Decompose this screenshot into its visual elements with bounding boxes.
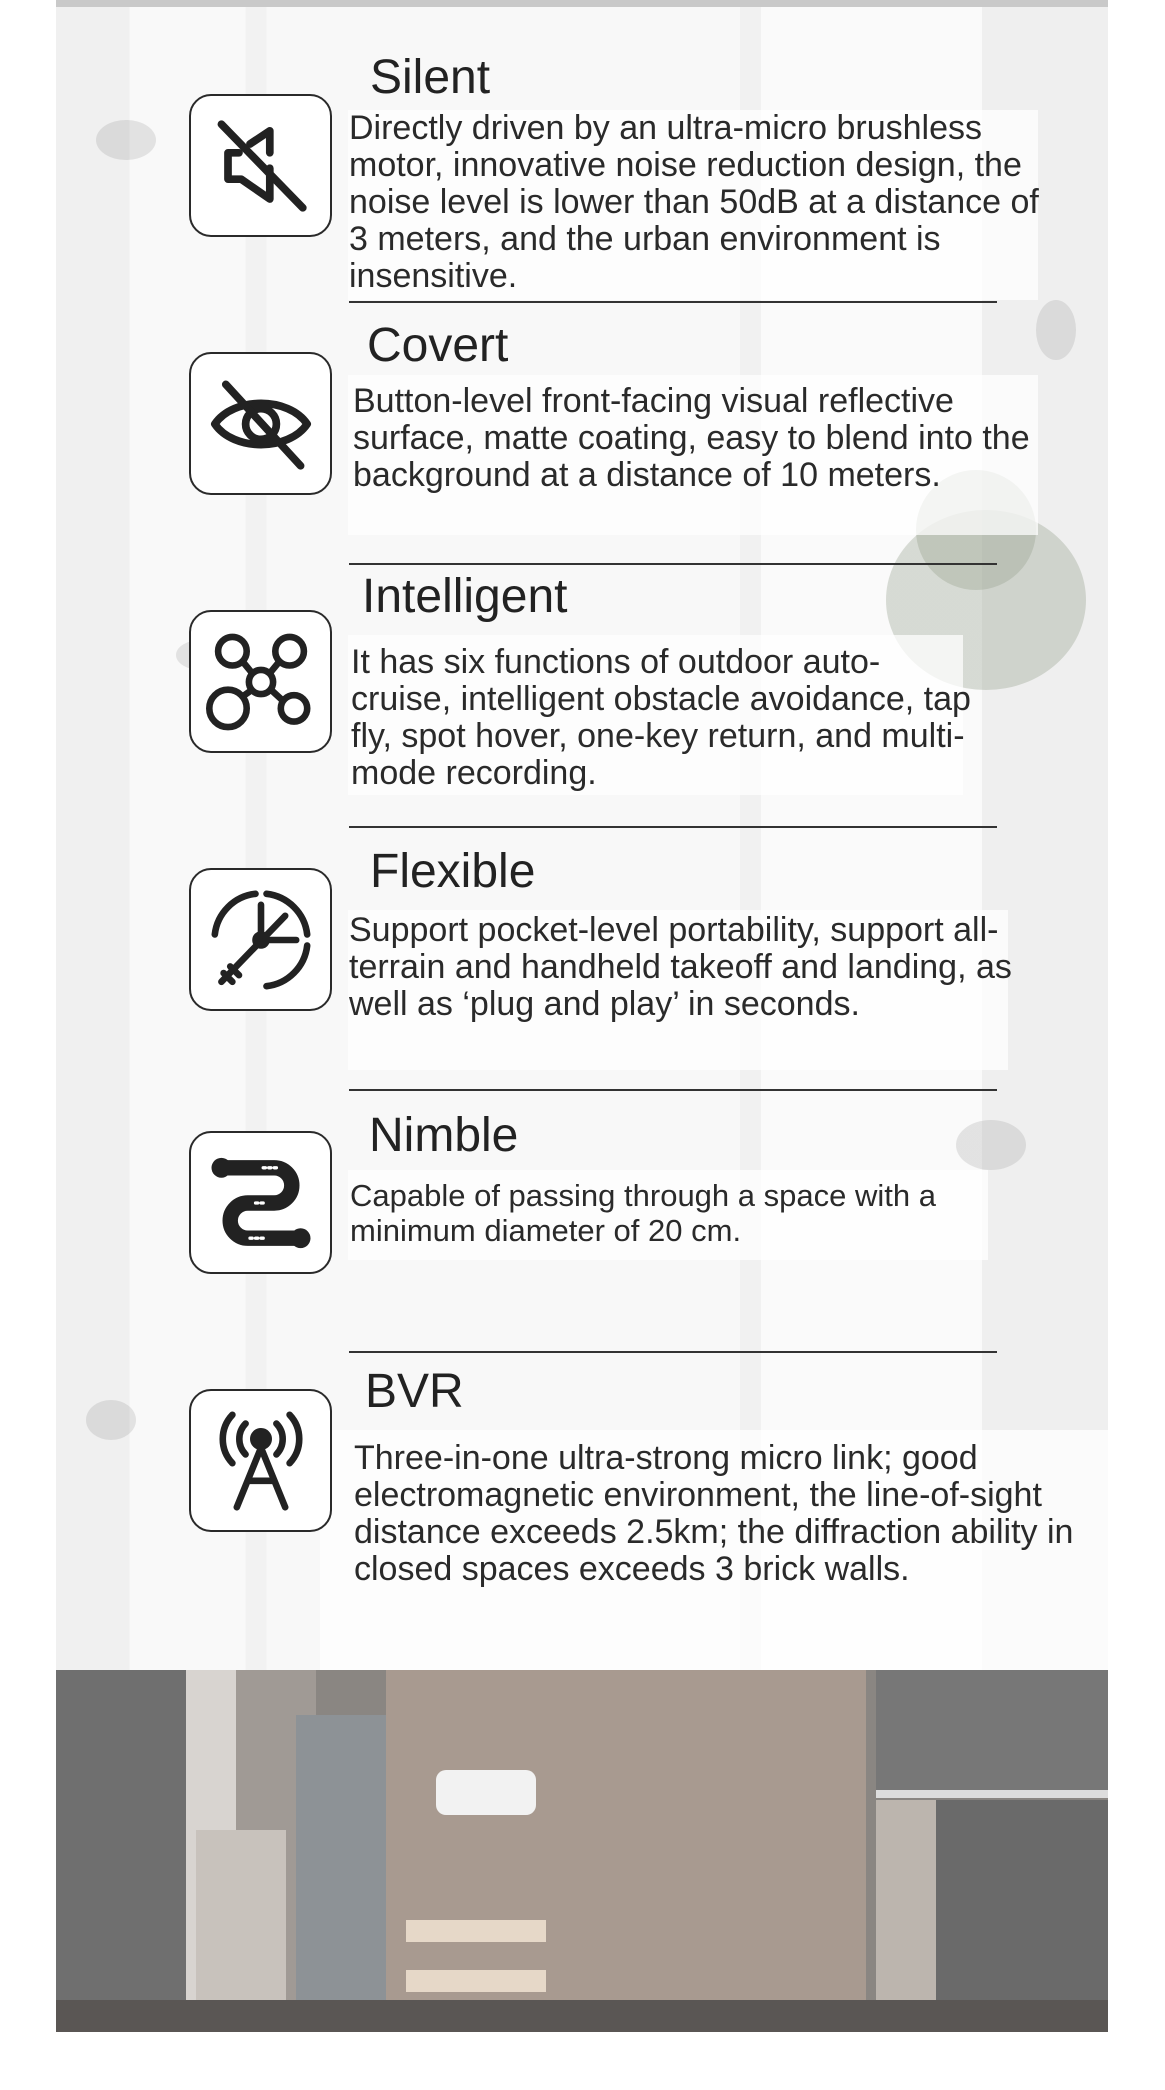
- feature-description: Button-level front-facing visual reflective surface, matte coating, easy to blend into the background at a distance of 10 meters.: [353, 382, 1030, 494]
- divider: [349, 826, 997, 828]
- feature-description: It has six functions of outdoor auto-cruise, intelligent obstacle avoidance, tap fly, spot hover, one-key return, and multi-mode recording.: [351, 643, 971, 792]
- divider: [349, 301, 997, 303]
- feature-title: Covert: [367, 319, 509, 372]
- divider: [349, 1089, 997, 1091]
- winding-path-icon: [189, 1131, 332, 1274]
- feature-title: BVR: [365, 1365, 464, 1418]
- feature-title: Flexible: [370, 845, 536, 898]
- divider: [349, 563, 997, 565]
- signal-tower-icon: [189, 1389, 332, 1532]
- eye-slash-icon: [189, 352, 332, 495]
- feature-title: Intelligent: [362, 570, 568, 623]
- feature-description: Three-in-one ultra-strong micro link; good electromagnetic environment, the line-of-sight distance exceeds 2.5km; the diffraction ability in closed spaces exceeds 3 brick walls.: [354, 1439, 1074, 1588]
- divider: [349, 1351, 997, 1353]
- feature-title: Nimble: [369, 1109, 519, 1162]
- feature-description: Directly driven by an ultra-micro brushless motor, innovative noise reduction design, the noise level is lower than 50dB at a distance of 3 meters, and the urban environment is insensitive.: [349, 109, 1039, 295]
- top-bar: [56, 0, 1108, 7]
- drone-icon: [189, 610, 332, 753]
- speaker-muted-icon: [189, 94, 332, 237]
- aerial-photo: [56, 1670, 1108, 2032]
- feature-description: Capable of passing through a space with a minimum diameter of 20 cm.: [350, 1178, 936, 1248]
- feature-description: Support pocket-level portability, support all-terrain and handheld takeoff and landing, as well as ‘plug and play’ in seconds.: [349, 911, 1012, 1023]
- crosshair-propeller-icon: [189, 868, 332, 1011]
- feature-title: Silent: [370, 51, 491, 104]
